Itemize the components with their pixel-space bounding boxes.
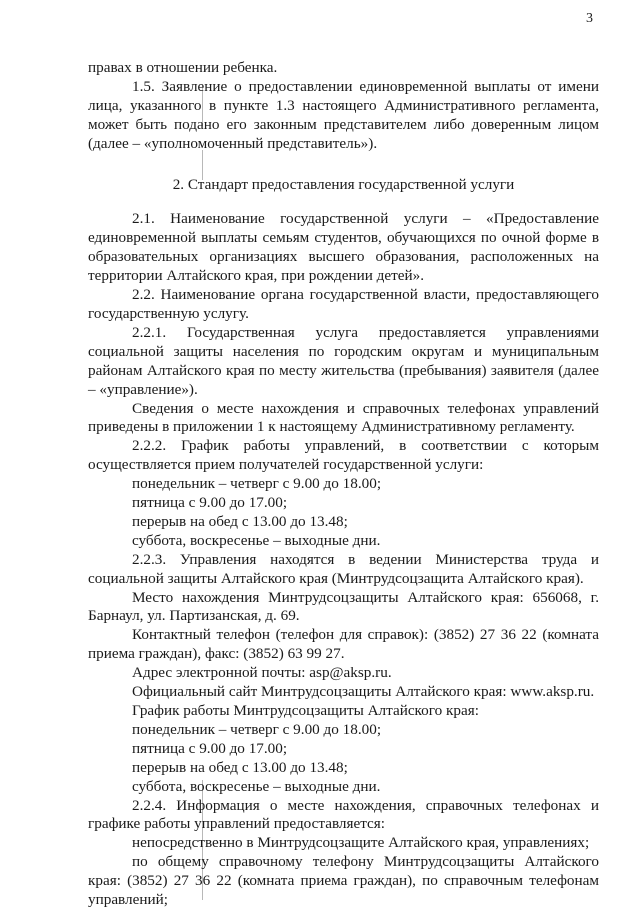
paragraph: понедельник – четверг с 9.00 до 18.00; — [132, 475, 382, 493]
paragraph: непосредственно в Минтрудсоцзащите Алтайского края, управлениях; — [132, 834, 590, 852]
document-body — [88, 59, 599, 910]
paragraph: График работы Минтрудсоцзащиты Алтайского края: — [132, 702, 479, 719]
paragraph: 2.2.4. Информация о месте нахождения, справочных телефонах и графике работы управлений предоставляется: — [88, 796, 599, 833]
paragraph: по общему справочному телефону Минтрудсоцзащиты Алтайского края: (3852) 27 36 22 (комната приема граждан), по справочным телефонам управлений; — [88, 853, 599, 909]
paragraph: пятница с 9.00 до 17.00; — [132, 739, 288, 757]
section-heading: 2. Стандарт предоставления государственной услуги — [172, 175, 515, 193]
paragraph: Место нахождения Минтрудсоцзащиты Алтайского края: 656068, г. Барнаул, ул. Партизанская, д. 69. — [88, 588, 599, 625]
paragraph: перерыв на обед с 13.00 до 13.48; — [132, 512, 348, 530]
paragraph: перерыв на обед с 13.00 до 13.48; — [132, 758, 348, 776]
paragraph: Адрес электронной почты: asp@aksp.ru. — [132, 664, 392, 682]
paragraph: 2.2.2. График работы управлений, в соответствии с которым осуществляется прием получателей государственной услуги: — [88, 437, 599, 474]
paragraph: понедельник – четверг с 9.00 до 18.00; — [132, 720, 382, 738]
paragraph: правах в отношении ребенка. — [88, 59, 278, 76]
paragraph: 2.2.3. Управления находятся в ведении Министерства труда и социальной защиты Алтайского края (Минтрудсоцзащита Алтайского края). — [88, 550, 599, 587]
paragraph: 2.2. Наименование органа государственной власти, предоставляющего государственную услугу. — [88, 286, 599, 322]
paragraph: Сведения о месте нахождения и справочных телефонах управлений приведены в приложении 1 к настоящему Административному регламенту. — [88, 399, 599, 436]
paragraph: 2.1. Наименование государственной услуги – «Предоставление единовременной выплаты семьям студентов, обучающихся по очной форме в образовательных организациях высшего образования, расположенных на территории Алтайского края, при рождении детей». — [88, 210, 599, 285]
paragraph: пятница с 9.00 до 17.00; — [132, 494, 288, 512]
paragraph: Контактный телефон (телефон для справок): (3852) 27 36 22 (комната приема граждан), факс: (3852) 63 99 27. — [88, 626, 599, 663]
paragraph: 1.5. Заявление о предоставлении единовременной выплаты от имени лица, указанного в пункте 1.3 настоящего Административного регламента, может быть подано его законным представителем либо доверенным лицом (далее – «уполномоченный представитель»). — [88, 77, 599, 152]
paragraph: суббота, воскресенье – выходные дни. — [132, 531, 381, 549]
paragraph: суббота, воскресенье – выходные дни. — [132, 777, 381, 795]
paragraph: Официальный сайт Минтрудсоцзащиты Алтайского края: www.aksp.ru. — [132, 683, 595, 701]
paragraph: 2.2.1. Государственная услуга предоставляется управлениями социальной защиты населения по городским округам и муниципальным районам Алтайского края по месту жительства (пребывания) заявителя (далее – «управление»). — [88, 323, 599, 398]
page-number: 3 — [586, 11, 593, 26]
